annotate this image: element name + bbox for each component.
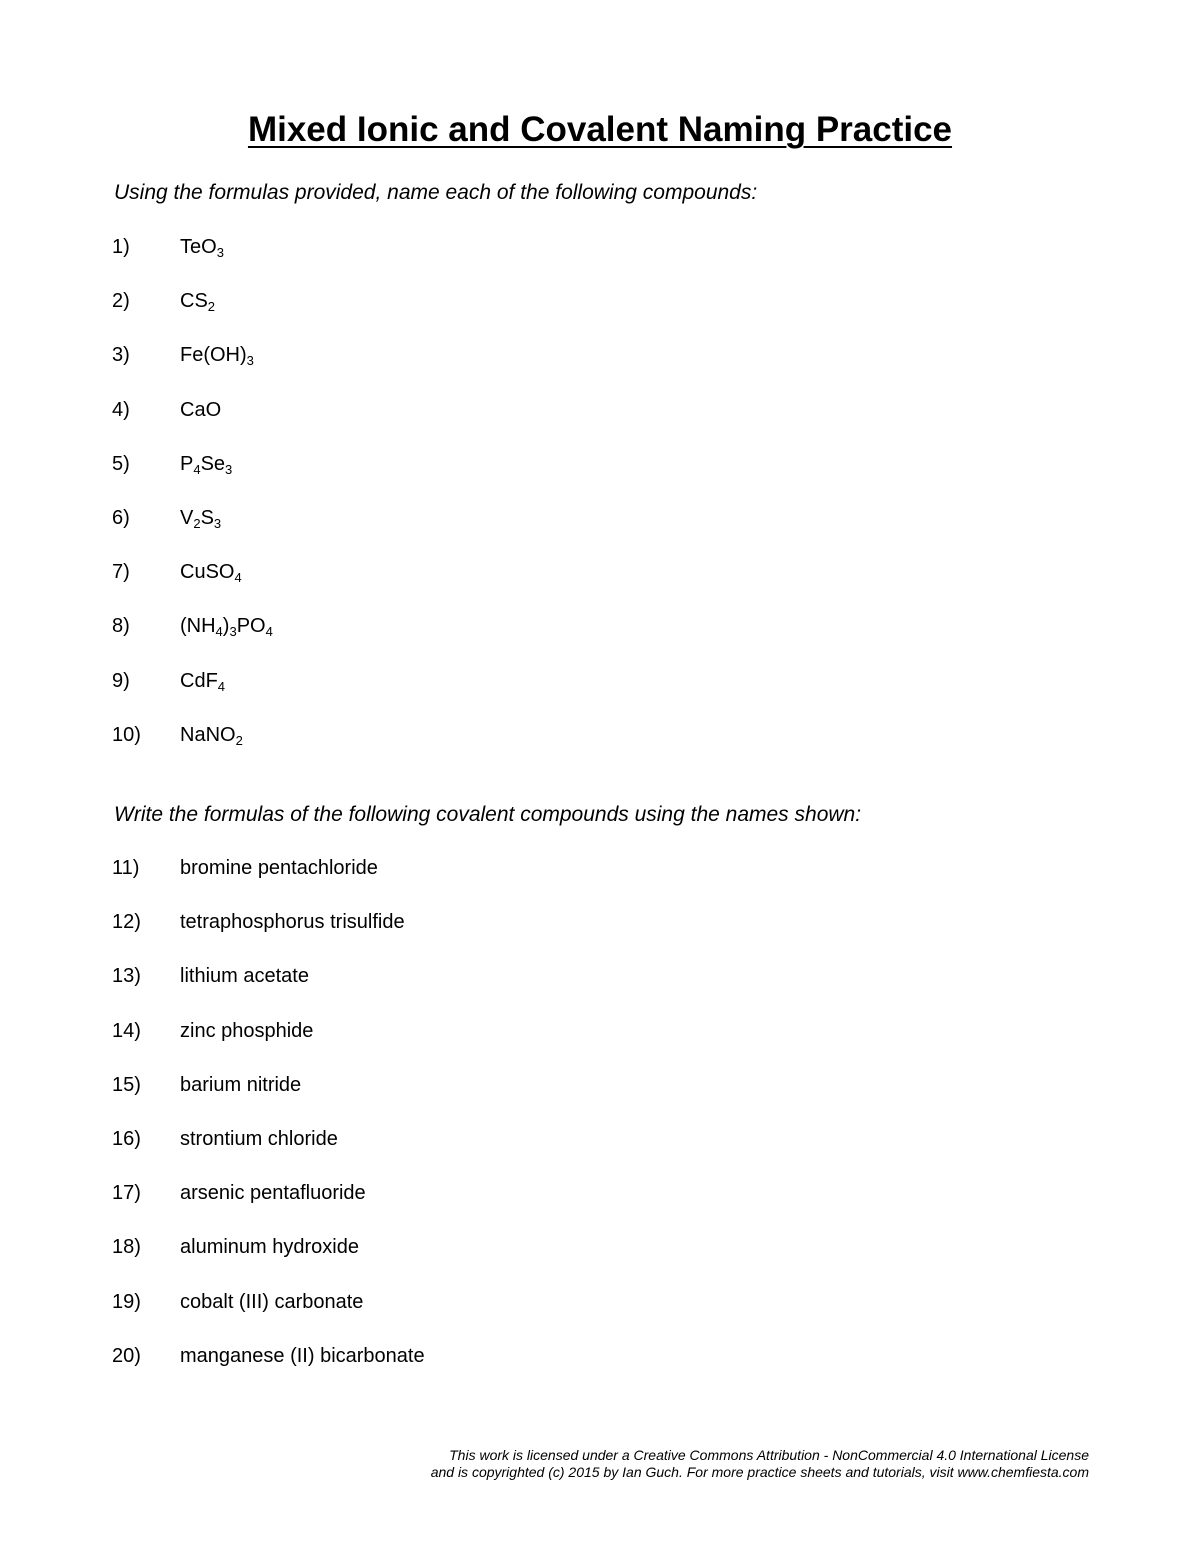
compound-name: aluminum hydroxide (180, 1236, 359, 1259)
compound-name: zinc phosphide (180, 1019, 314, 1042)
item-number: 4) (112, 398, 130, 421)
compound-name: manganese (II) bicarbonate (180, 1344, 425, 1367)
compound-name: lithium acetate (180, 965, 309, 988)
chemical-formula: $CS_2$ (180, 290, 216, 315)
item-number: 11) (112, 857, 140, 879)
compound-name: strontium chloride (180, 1127, 338, 1150)
section1-instruction: Using the formulas provided, name each of the following compounds: (114, 181, 758, 204)
item-number: 17) (112, 1182, 141, 1205)
page-title: Mixed Ionic and Covalent Naming Practice (247, 110, 953, 149)
chemical-formula: CuSO$_4$ (180, 561, 242, 586)
chemical-formula: CaO (180, 398, 222, 421)
chemical-formula: $(NH_4)_3PO_4$ (180, 615, 273, 640)
item-number: 3) (112, 344, 130, 367)
item-number: 5) (112, 452, 130, 475)
copyright-line: and is copyrighted (c) 2015 by Ian Guch. For more practice sheets and tutorials, visit www.chemfiesta.com (430, 1464, 1089, 1480)
item-number: 15) (112, 1073, 141, 1096)
chemical-formula: $V_2S_3$ (180, 506, 222, 531)
compound-name: cobalt (III) carbonate (180, 1290, 364, 1313)
item-number: 8) (112, 615, 130, 638)
chemical-formula: NaNO$_2$ (180, 723, 243, 748)
chemical-formula: $Fe(OH)_3$ (180, 344, 254, 369)
item-number: 12) (112, 911, 141, 934)
item-number: 10) (112, 723, 141, 746)
item-number: 14) (112, 1019, 141, 1042)
chemical-formula: CdF$_4$ (180, 669, 226, 694)
item-number: 19) (112, 1290, 141, 1313)
license-footer (431, 1447, 1089, 1481)
item-number: 1) (112, 236, 130, 258)
item-number: 2) (112, 290, 130, 313)
compound-name: tetraphosphorus trisulfide (180, 911, 405, 934)
item-number: 16) (112, 1127, 141, 1150)
section2-instruction: Write the formulas of the following covalent compounds using the names shown: (114, 803, 862, 826)
item-number: 7) (112, 561, 130, 584)
item-number: 18) (112, 1236, 141, 1259)
compound-name: bromine pentachloride (180, 857, 378, 879)
license-line: This work is licensed under a Creative Commons Attribution - NonCommercial 4.0 International License (449, 1447, 1089, 1463)
item-number: 20) (112, 1344, 141, 1367)
item-number: 9) (112, 669, 130, 692)
item-number: 13) (112, 965, 141, 988)
compound-name: arsenic pentafluoride (180, 1182, 366, 1205)
chemical-formula: TeO$_3$ (180, 236, 224, 260)
item-number: 6) (112, 506, 130, 529)
compound-name: barium nitride (180, 1073, 302, 1096)
chemical-formula: $P_4Se_3$ (180, 452, 233, 477)
